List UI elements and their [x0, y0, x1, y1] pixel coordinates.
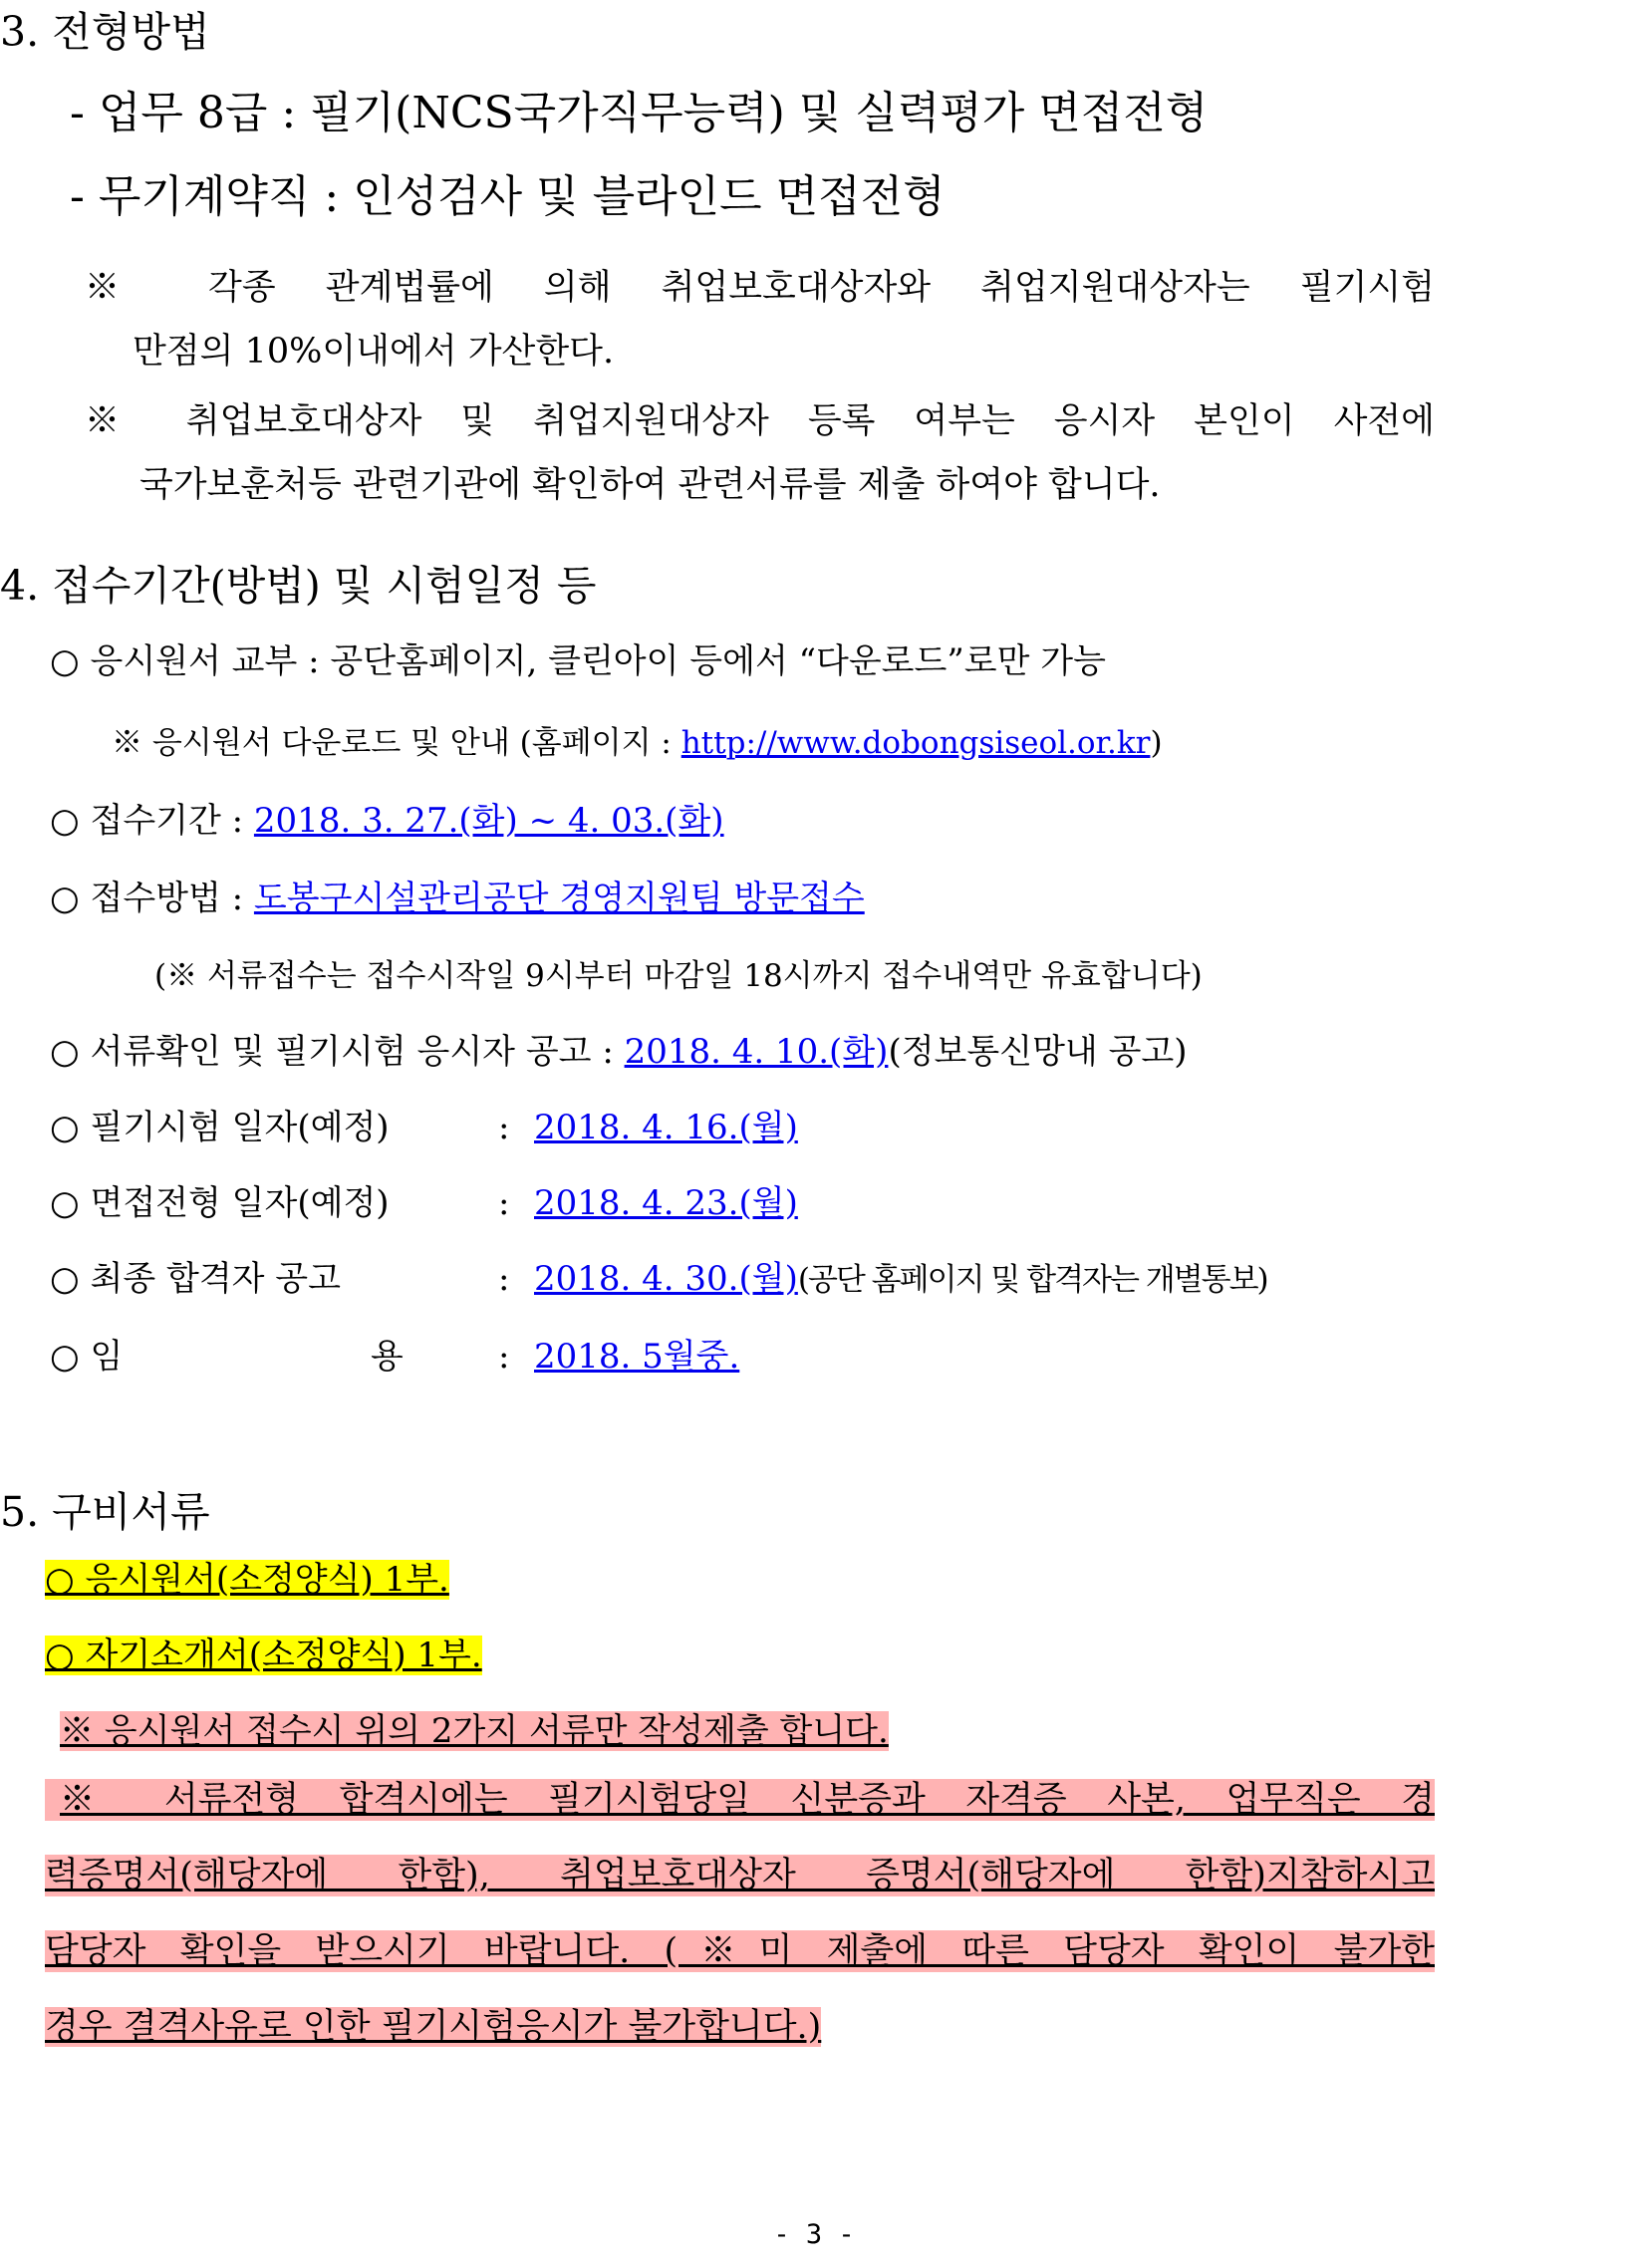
- section-4-title: 4. 접수기간(방법) 및 시험일정 등: [0, 562, 597, 610]
- hire-colon: :: [498, 1337, 510, 1377]
- pass-instruction-line-4-wrap: [45, 2006, 821, 2048]
- reception-period-label: ○ 접수기간 :: [50, 801, 254, 841]
- required-doc-1-text: ○ 응시원서(소정양식) 1부.: [45, 1560, 449, 1600]
- note-bonus-line-1: ※ 각종 관계법률에 의해 취업보호대상자와 취업지원대상자는 필기시험: [85, 268, 1435, 308]
- final-notice-label: ○ 최종 합격자 공고: [50, 1259, 341, 1299]
- pass-instruction-block-3: [45, 1930, 1435, 1972]
- final-notice-suffix: (공단 홈페이지 및 합격자는 개별통보): [797, 1262, 1267, 1298]
- required-doc-2: [45, 1636, 482, 1676]
- homepage-link[interactable]: http://www.dobongsiseol.or.kr: [680, 725, 1151, 761]
- pass-instruction-block: [45, 1779, 1435, 1821]
- pass-instruction-line-4: 경우 결격사유로 인한 필기시험응시가 불가합니다.): [45, 2007, 822, 2047]
- interview-label: ○ 면접전형 일자(예정): [50, 1183, 390, 1223]
- pass-instruction-line-3: 담당자 확인을 받으시기 바랍니다. (※미 제출에 따른 담당자 확인이 불가한: [45, 1931, 1435, 1971]
- hire-date[interactable]: 2018. 5월중.: [534, 1337, 740, 1377]
- submission-note: [60, 1711, 889, 1752]
- document-check-label: ○ 서류확인 및 필기시험 응시자 공고 :: [50, 1032, 625, 1072]
- download-note-suffix: ): [1150, 725, 1163, 761]
- reception-period: [50, 801, 724, 842]
- written-exam-label: ○ 필기시험 일자(예정): [50, 1108, 390, 1147]
- final-notice-colon: :: [498, 1259, 510, 1299]
- reception-method-value[interactable]: 도봉구시설관리공단 경영지원팀 방문접수: [253, 879, 865, 918]
- pass-instruction-line-2: 력증명서(해당자에 한함), 취업보호대상자 증명서(해당자에 한함)지참하시고: [45, 1856, 1435, 1895]
- reception-method: [50, 879, 865, 919]
- interview-colon: :: [498, 1183, 510, 1223]
- section-5-title: 5. 구비서류: [0, 1488, 210, 1536]
- method-line-2: - 무기계약직 : 인성검사 및 블라인드 면접전형: [70, 171, 946, 222]
- written-exam-colon: :: [498, 1108, 510, 1147]
- page-number: - 3 -: [773, 2219, 855, 2250]
- section-3-title: 3. 전형방법: [0, 8, 210, 56]
- reception-note: (※ 서류접수는 접수시작일 9시부터 마감일 18시까지 접수내역만 유효합니다): [154, 958, 1203, 994]
- reception-method-label: ○ 접수방법 :: [50, 879, 254, 918]
- download-note: [112, 725, 1163, 762]
- interview-date[interactable]: 2018. 4. 23.(월): [534, 1183, 798, 1223]
- final-notice-date[interactable]: 2018. 4. 30.(월): [534, 1259, 798, 1299]
- required-doc-2-text: ○ 자기소개서(소정양식) 1부.: [45, 1636, 482, 1675]
- written-exam-date[interactable]: 2018. 4. 16.(월): [534, 1108, 798, 1147]
- method-line-1: - 업무 8급 : 필기(NCS국가직무능력) 및 실력평가 면접전형: [70, 88, 1209, 138]
- download-note-prefix: ※ 응시원서 다운로드 및 안내 (홈페이지 :: [112, 725, 681, 761]
- form-distribution: ○ 응시원서 교부 : 공단홈페이지, 클린아이 등에서 “다운로드”로만 가능: [50, 641, 1106, 681]
- note-bonus-line-2: 만점의 10%이내에서 가산한다.: [133, 332, 615, 372]
- hire-label-start: ○ 임: [50, 1337, 124, 1377]
- submission-note-text: ※ 응시원서 접수시 위의 2가지 서류만 작성제출 합니다.: [60, 1711, 889, 1751]
- document-check-notice: [50, 1032, 1188, 1073]
- pass-instruction-line-1: ※ 서류전형 합격시에는 필기시험당일 신분증과 자격증 사본, 업무직은 경: [45, 1779, 1435, 1821]
- document-check-date[interactable]: 2018. 4. 10.(화): [624, 1032, 889, 1072]
- final-notice-value: [534, 1259, 1267, 1300]
- note-registration-line-1: ※ 취업보호대상자 및 취업지원대상자 등록 여부는 응시자 본인이 사전에: [85, 401, 1435, 441]
- document-check-suffix: (정보통신망내 공고): [888, 1032, 1188, 1072]
- hire-label-end: 용: [371, 1337, 404, 1377]
- note-registration-line-2: 국가보훈처등 관련기관에 확인하여 관련서류를 제출 하여야 합니다.: [139, 465, 1161, 505]
- pass-instruction-block-2: [45, 1855, 1435, 1896]
- reception-period-value[interactable]: 2018. 3. 27.(화) ~ 4. 03.(화): [253, 801, 724, 841]
- required-doc-1: [45, 1560, 449, 1601]
